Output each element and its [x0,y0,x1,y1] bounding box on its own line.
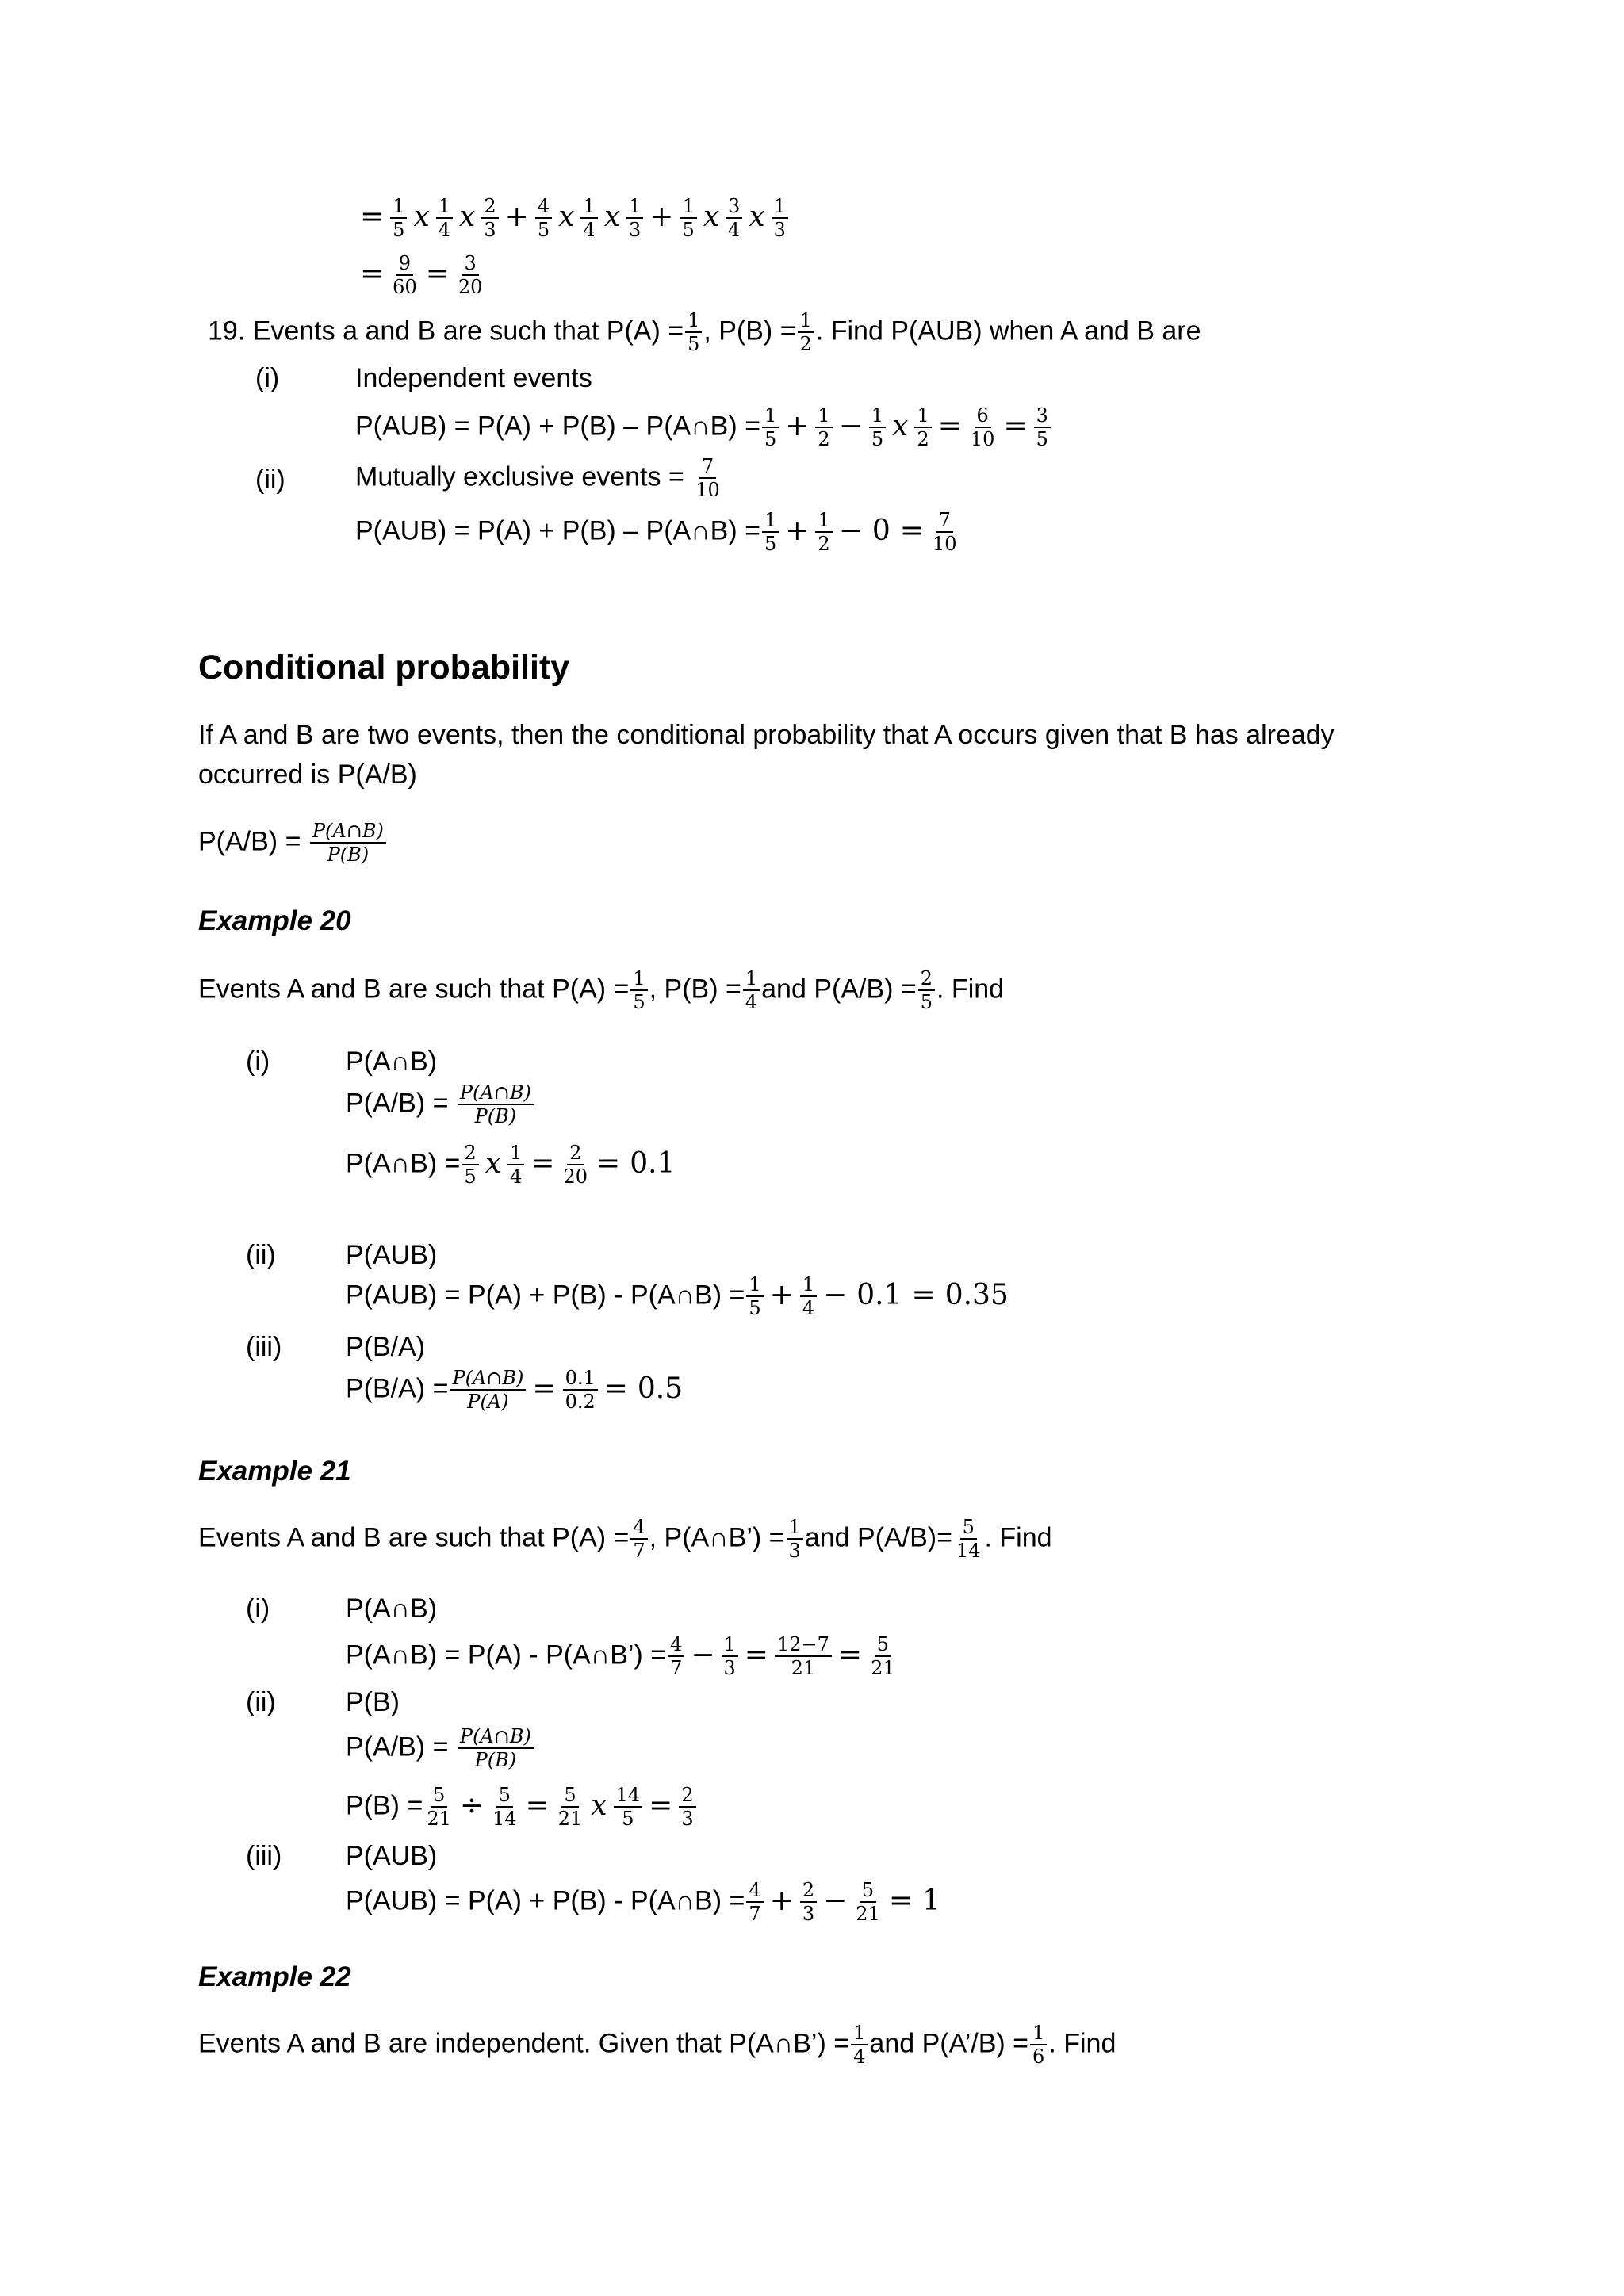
math-token: = [525,1789,550,1822]
statement-text-a: Events A and B are independent. Given that P(A∩B’) = [198,2028,850,2059]
fraction [436,197,453,240]
math-token: 0.5 [637,1372,684,1405]
ex20-part-i-title: P(A∩B) [346,1047,438,1077]
statement-text-d: . Find [936,974,1005,1004]
fraction [458,1727,534,1770]
continued-calc-line-1 [355,197,790,240]
ex20-part-iii-title: P(B/A) [346,1332,426,1362]
fraction [390,197,407,240]
definition-line-1: If A and B are two events, then the conditional probability that A occurs given that B has already [198,720,1335,750]
numerator: 7 [936,511,953,533]
numerator: 1 [787,1517,803,1540]
denominator: 14 [492,1808,517,1831]
denominator: 5 [682,219,695,242]
fraction [853,1881,883,1924]
fraction [772,197,788,240]
numerator: 3 [726,197,742,219]
numerator: 5 [496,1785,513,1808]
denominator: 6 [1032,2045,1045,2068]
fraction [1030,2023,1047,2067]
denominator: 10 [970,428,995,451]
denominator: 3 [723,1657,736,1680]
fraction [563,1368,598,1412]
denominator: 20 [458,276,483,299]
fraction [746,1881,763,1924]
denominator: 21 [856,1903,880,1926]
denominator: 7 [670,1657,683,1680]
numerator: 1 [746,1275,763,1297]
equation-rhs [448,1367,688,1414]
fraction [458,1083,534,1127]
numerator: 1 [762,406,779,428]
math-token: x [485,1146,502,1180]
fraction [1034,406,1051,450]
equation-lhs: P(AUB) = P(A) + P(B) - P(A∩B) = [346,1885,745,1916]
question-number: 19. [208,316,246,346]
numerator: 3 [1034,406,1051,428]
fraction [424,1785,454,1829]
math-token: + [504,200,529,233]
fraction [456,254,485,297]
numerator: 4 [746,1881,763,1903]
math-token: x [603,200,620,233]
equation-lhs: P(AUB) = P(A) + P(B) – P(A∩B) = [355,515,760,546]
ex21-part-iii-title: P(AUB) [346,1841,438,1871]
statement-text-b: and P(A’/B) = [869,2028,1029,2059]
fraction [869,406,886,450]
fraction [481,197,498,240]
denominator: 2 [818,428,830,451]
q19-part-i-title: Independent events [355,363,592,393]
denominator: 21 [871,1657,895,1680]
denominator: 2 [917,428,929,451]
fraction [685,311,702,354]
denominator: 3 [773,219,786,242]
math-token: = [837,1638,863,1671]
numerator: 1 [1030,2023,1047,2045]
numerator: 1 [436,197,453,219]
fraction [668,1635,684,1678]
ex20-part-iii-line-1 [346,1368,688,1412]
fraction [508,1143,524,1187]
denominator: 5 [871,428,884,451]
fraction [968,406,998,450]
numerator: P(A∩B) [310,821,386,844]
fraction [693,457,722,500]
denominator: 5 [1036,428,1048,451]
math-token: = [532,1372,557,1405]
fraction [390,254,419,297]
denominator: 4 [853,2045,866,2068]
formula-lhs: P(A/B) = [198,826,301,857]
fraction [787,1517,803,1561]
math-token: − [838,409,863,442]
math-token: ÷ [459,1789,485,1822]
definition-line-2: occurred is P(A/B) [198,760,417,790]
equation-rhs [423,1784,697,1831]
denominator: 4 [745,991,758,1014]
math-token: 0 [871,514,891,547]
equation-lhs: P(A/B) = [346,1732,449,1762]
numerator: 5 [431,1785,447,1808]
numerator: 1 [762,511,779,533]
math-token: = [360,257,385,290]
fraction [679,1785,695,1829]
ex20-part-i-line-2 [346,1143,680,1187]
equation-lhs: P(AUB) = P(A) + P(B) - P(A∩B) = [346,1280,745,1311]
math-token: = [425,257,450,290]
denominator: 0.2 [565,1391,596,1414]
math-token: = [360,200,385,233]
equation-lhs: P(AUB) = P(A) + P(B) – P(A∩B) = [355,411,760,442]
example-21-statement [198,1517,1052,1561]
question-text-a: Events a and B are such that P(A) = [252,316,684,346]
denominator: 20 [563,1165,588,1188]
ex21-part-i-line-1 [346,1635,899,1678]
math-token: = [603,1372,628,1405]
fraction [490,1785,519,1829]
math-token: x [892,409,909,442]
continued-calc-line-2 [355,254,486,297]
section-heading-text: Conditional probability [198,649,570,687]
denominator: 3 [484,219,496,242]
numerator: 2 [800,1881,817,1903]
equation-lhs: P(A∩B) = P(A) - P(A∩B’) = [346,1640,667,1670]
equation-rhs [745,1879,945,1926]
ex21-part-iii-line-1 [346,1881,945,1924]
numerator: 2 [481,197,498,219]
equation-rhs [460,1142,680,1188]
fraction [580,197,597,240]
fraction [815,511,832,554]
numerator: 2 [462,1143,478,1165]
fraction [680,197,696,240]
fraction [743,969,760,1012]
math-token: 0.1 [630,1146,676,1180]
denominator: 5 [393,219,405,242]
numerator: 0.1 [563,1368,598,1391]
numerator: 1 [508,1143,524,1165]
statement-text-d: . Find [984,1522,1052,1553]
math-token: = [899,514,924,547]
numerator: 12−7 [775,1635,832,1657]
math-token: x [558,200,575,233]
fraction [556,1785,585,1829]
fraction [722,1635,738,1678]
math-token: x [591,1789,607,1822]
ex20-part-ii-line-1 [346,1275,1013,1318]
fraction [954,1517,983,1561]
denominator: 7 [633,1540,645,1563]
math-token: x [459,200,476,233]
math-token: = [649,1789,673,1822]
denominator: 5 [688,333,700,356]
numerator: 1 [869,406,886,428]
numerator: 5 [960,1517,977,1540]
statement-text-c: and P(A/B) = [761,974,917,1004]
example-22-statement [198,2023,1116,2067]
math-token: + [785,409,810,442]
fraction [726,197,742,240]
q19-part-i-label: (i) [255,363,280,393]
denominator: 4 [802,1297,815,1320]
denominator: 7 [749,1903,761,1926]
statement-text-b: , P(A∩B’) = [649,1522,785,1553]
denominator: 21 [557,1808,583,1831]
math-token: x [749,200,765,233]
numerator: 1 [815,511,832,533]
statement-text-b: , P(B) = [649,974,741,1004]
numerator: P(A∩B) [450,1368,526,1391]
equation-rhs [760,509,961,556]
ex20-part-ii-label: (ii) [246,1240,276,1270]
fraction [800,1881,817,1924]
equation-lhs: P(B) = [346,1790,423,1821]
denominator: 5 [920,991,933,1014]
question-text-b: , P(B) = [703,316,796,346]
part-title-text: Mutually exclusive events = [355,461,684,492]
fraction [561,1143,590,1187]
numerator: 1 [390,197,407,219]
q19-part-ii-label: (ii) [255,465,285,495]
ex21-part-i-title: P(A∩B) [346,1594,438,1624]
numerator: 1 [914,406,931,428]
denominator: 5 [537,219,550,242]
numerator: 1 [580,197,597,219]
ex21-part-ii-title: P(B) [346,1687,400,1717]
math-token: − [691,1638,715,1671]
math-token: = [888,1884,913,1917]
fraction [798,311,814,354]
numerator: 2 [918,969,935,991]
fraction [626,197,643,240]
q19-part-i-working [355,406,1052,450]
numerator: 5 [860,1881,876,1903]
fraction [800,1275,817,1318]
numerator: 1 [800,1275,817,1297]
numerator: 1 [772,197,788,219]
statement-text-c: and P(A/B)= [804,1522,952,1553]
numerator: 2 [679,1785,695,1808]
denominator: 14 [956,1540,981,1563]
math-token: x [703,200,720,233]
fraction [630,1517,647,1561]
ex20-part-i-label: (i) [246,1047,270,1077]
numerator: 1 [626,197,643,219]
numerator: 1 [851,2023,868,2045]
denominator: 3 [788,1540,801,1563]
statement-text-a: Events A and B are such that P(A) = [198,974,630,1004]
math-token: = [744,1638,768,1671]
example-22-title: Example 22 [198,1961,351,1992]
ex20-part-i-line-1 [346,1083,535,1127]
equation-rhs [745,1273,1013,1320]
denominator: 5 [764,428,777,451]
denominator: 4 [438,219,451,242]
numerator: 6 [975,406,991,428]
denominator: 5 [622,1808,634,1831]
denominator: 3 [802,1903,815,1926]
math-token: = [911,1278,936,1311]
math-token: x [413,200,430,233]
fraction [815,406,832,450]
numerator: 9 [396,254,413,276]
fraction [762,406,779,450]
statement-text-a: Events A and B are such that P(A) = [198,1522,630,1553]
fraction [450,1368,526,1412]
math-token: 1 [921,1884,940,1917]
ex20-part-ii-title: P(AUB) [346,1240,438,1270]
ex21-part-iii-label: (iii) [246,1841,282,1871]
math-token: = [596,1146,621,1180]
example-21-title: Example 21 [198,1456,351,1487]
numerator: 14 [614,1785,643,1808]
ex21-part-i-label: (i) [246,1594,270,1624]
numerator: 1 [798,311,814,333]
math-token: + [785,514,810,547]
numerator: 2 [567,1143,584,1165]
numerator: 5 [875,1635,891,1657]
numerator: 7 [699,457,716,479]
numerator: 5 [561,1785,578,1808]
denominator: 4 [583,219,596,242]
q19-part-ii-title [355,457,724,500]
numerator: 4 [535,197,552,219]
denominator: 21 [427,1808,451,1831]
denominator: 10 [695,479,720,502]
ex21-part-ii-line-2 [346,1785,698,1829]
denominator: 5 [464,1165,477,1188]
denominator: 21 [791,1657,816,1680]
ex20-part-iii-label: (iii) [246,1332,282,1362]
fraction [310,821,386,865]
equation-lhs: P(B/A) = [346,1373,449,1404]
example-20-statement [198,969,1004,1012]
equation-lhs: P(A/B) = [346,1088,449,1119]
math-token: + [649,200,674,233]
math-token: 0.1 [856,1278,902,1311]
math-token: − [823,1278,848,1311]
numerator: 4 [668,1635,684,1657]
fraction [918,969,935,1012]
question-text-c: . Find P(AUB) when A and B are [815,316,1201,346]
denominator: 2 [818,533,830,556]
fraction [851,2023,868,2067]
statement-text-c: . Find [1048,2028,1116,2059]
fraction [535,197,552,240]
denominator: 4 [728,219,741,242]
math-token: − [838,514,863,547]
denominator: 5 [764,533,777,556]
denominator: 4 [510,1165,523,1188]
q19-part-ii-working [355,511,960,554]
denominator: P(A) [467,1391,509,1414]
denominator: 2 [799,333,812,356]
numerator: 1 [743,969,760,991]
numerator: 1 [815,406,832,428]
fraction [762,511,779,554]
fraction [746,1275,763,1318]
numerator: 1 [680,197,696,219]
numerator: 3 [462,254,479,276]
fraction [614,1785,643,1829]
equation-rhs [666,1633,899,1680]
numerator: P(A∩B) [458,1083,534,1105]
example-20-title: Example 20 [198,905,351,936]
math-token: 0.35 [944,1278,1009,1311]
conditional-formula [198,821,388,865]
fraction [630,969,647,1012]
denominator: 10 [932,533,957,556]
denominator: 60 [393,276,417,299]
denominator: 3 [629,219,642,242]
denominator: 5 [633,991,645,1014]
denominator: 3 [681,1808,694,1831]
fraction [930,511,959,554]
math-token: = [530,1146,555,1180]
ex21-part-ii-label: (ii) [246,1687,276,1717]
section-heading [198,649,569,687]
equation-rhs [760,404,1052,451]
numerator: 4 [630,1517,647,1540]
numerator: 1 [685,311,702,333]
math-token: + [769,1884,794,1917]
fraction [914,406,931,450]
numerator: 1 [630,969,647,991]
math-token: = [1003,409,1028,442]
fraction [868,1635,898,1678]
denominator: 5 [749,1297,761,1320]
math-token: − [823,1884,848,1917]
math-token: = [937,409,962,442]
denominator: P(B) [474,1749,517,1772]
math-token: + [769,1278,794,1311]
numerator: 1 [722,1635,738,1657]
numerator: P(A∩B) [458,1727,534,1749]
equation-lhs: P(A∩B) = [346,1148,461,1179]
fraction [462,1143,478,1187]
fraction [775,1635,832,1678]
ex21-part-ii-line-1 [346,1727,535,1770]
denominator: P(B) [327,844,370,867]
denominator: P(B) [474,1105,517,1128]
question-19-statement [208,311,1201,354]
